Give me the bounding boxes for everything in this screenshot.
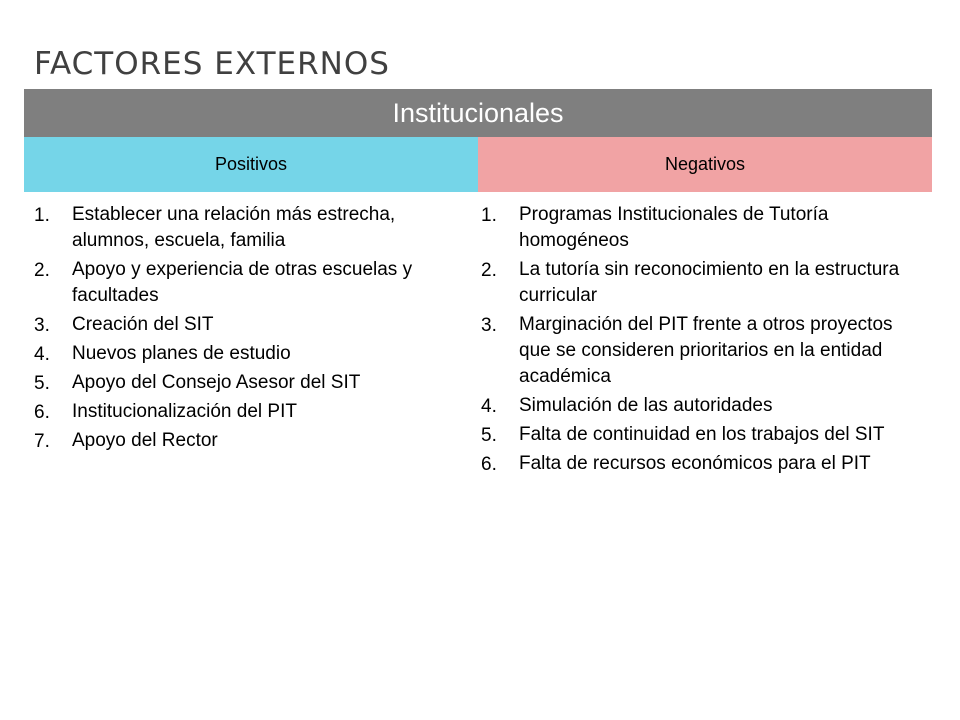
list-item-text: Apoyo y experiencia de otras escuelas y facultades bbox=[72, 259, 413, 306]
negative-item bbox=[481, 256, 906, 311]
positive-item bbox=[34, 311, 459, 340]
negative-item bbox=[481, 450, 906, 479]
list-item-number: 4. bbox=[481, 396, 497, 417]
list-item-number: 7. bbox=[34, 431, 50, 452]
table-body-row bbox=[24, 192, 932, 479]
list-item-text: Marginación del PIT frente a otros proyectos que se consideren prioritarios en la entidad académica bbox=[519, 314, 893, 387]
list-item-text: Falta de recursos económicos para el PIT bbox=[519, 453, 871, 474]
positive-item bbox=[34, 256, 459, 311]
positive-item bbox=[34, 201, 459, 256]
list-item-number: 1. bbox=[481, 205, 497, 226]
list-item-number: 3. bbox=[481, 315, 497, 336]
list-item-text: Institucionalización del PIT bbox=[72, 401, 297, 422]
positive-item bbox=[34, 427, 459, 456]
list-item-text: Falta de continuidad en los trabajos del SIT bbox=[519, 424, 885, 445]
list-item-number: 5. bbox=[481, 425, 497, 446]
list-item-number: 6. bbox=[34, 402, 50, 423]
list-item-number: 3. bbox=[34, 315, 50, 336]
list-item-number: 1. bbox=[34, 205, 50, 226]
list-item-text: Nuevos planes de estudio bbox=[72, 343, 291, 364]
list-item-text: Establecer una relación más estrecha, alumnos, escuela, familia bbox=[72, 204, 396, 251]
negatives-list bbox=[481, 201, 906, 479]
list-item-number: 5. bbox=[34, 373, 50, 394]
list-item-text: Programas Institucionales de Tutoría homogéneos bbox=[519, 204, 829, 251]
positive-item bbox=[34, 398, 459, 427]
positive-item bbox=[34, 369, 459, 398]
list-item-number: 4. bbox=[34, 344, 50, 365]
positives-header: Positivos bbox=[24, 137, 478, 192]
slide-title: FACTORES EXTERNOS bbox=[34, 46, 390, 82]
negatives-header: Negativos bbox=[478, 137, 932, 192]
list-item-text: La tutoría sin reconocimiento en la estructura curricular bbox=[519, 259, 900, 306]
list-item-number: 6. bbox=[481, 454, 497, 475]
positives-list bbox=[34, 201, 459, 456]
negatives-column bbox=[471, 201, 932, 479]
table-header: Institucionales bbox=[24, 89, 932, 137]
negative-item bbox=[481, 311, 906, 392]
list-item-number: 2. bbox=[481, 260, 497, 281]
negative-item bbox=[481, 201, 906, 256]
list-item-text: Apoyo del Consejo Asesor del SIT bbox=[72, 372, 361, 393]
negative-item bbox=[481, 392, 906, 421]
table-subheader-row bbox=[24, 137, 932, 192]
list-item-text: Simulación de las autoridades bbox=[519, 395, 773, 416]
list-item-text: Apoyo del Rector bbox=[72, 430, 218, 451]
list-item-number: 2. bbox=[34, 260, 50, 281]
positives-column bbox=[24, 201, 471, 479]
positive-item bbox=[34, 340, 459, 369]
factors-table bbox=[24, 89, 932, 479]
negative-item bbox=[481, 421, 906, 450]
list-item-text: Creación del SIT bbox=[72, 314, 214, 335]
